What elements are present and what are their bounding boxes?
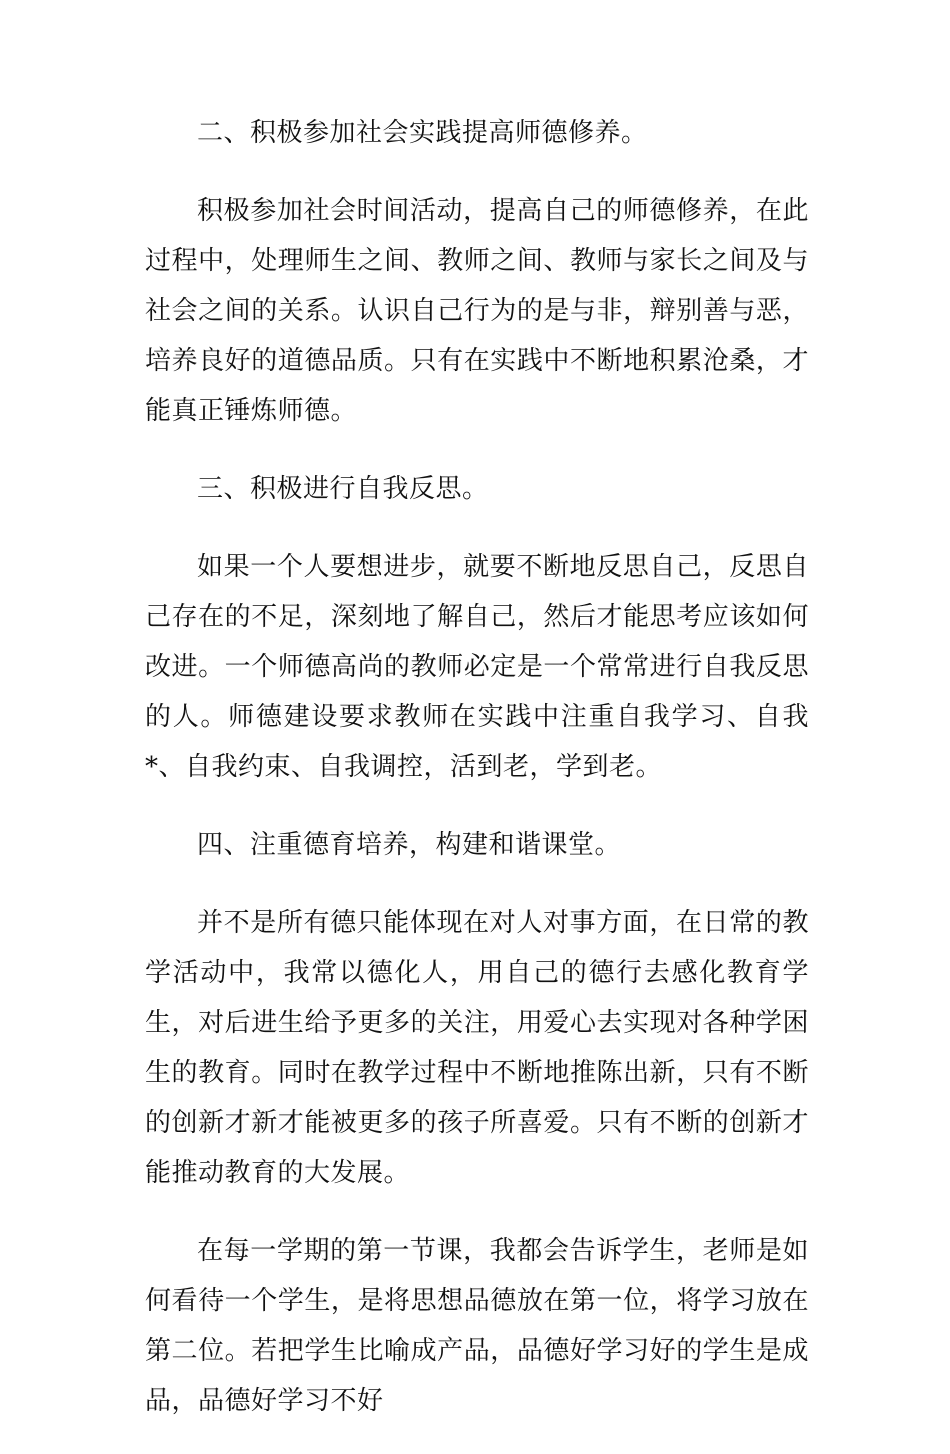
paragraph: 并不是所有德只能体现在对人对事方面，在日常的教学活动中，我常以德化人，用自己的德行去感化教育学生，对后进生给予更多的关注，用爱心去实现对各种学困生的教育。同时在教学过程中不断地推陈出新，只有不断的创新才新才能被更多的孩子所喜爱。只有不断的创新才能推动教育的大发展。 <box>145 908 809 1188</box>
paragraph: 如果一个人要想进步，就要不断地反思自己，反思自己存在的不足，深刻地了解自己，然后才能思考应该如何改进。一个师德高尚的教师必定是一个常常进行自我反思的人。师德建设要求教师在实践中注重自我学习、自我*、自我约束、自我调控，活到老，学到老。 <box>145 552 809 782</box>
document-page <box>145 108 809 1454</box>
paragraph: 在每一学期的第一节课，我都会告诉学生，老师是如何看待一个学生，是将思想品德放在第一位，将学习放在第二位。若把学生比喻成产品，品德好学习好的学生是成品，品德好学习不好 <box>145 1236 809 1416</box>
section-heading-4: 四、注重德育培养，构建和谐课堂。 <box>197 830 622 860</box>
section-heading-3: 三、积极进行自我反思。 <box>197 474 489 504</box>
section-heading-2: 二、积极参加社会实践提高师德修养。 <box>197 118 648 148</box>
paragraph: 积极参加社会时间活动，提高自己的师德修养，在此过程中，处理师生之间、教师之间、教师与家长之间及与社会之间的关系。认识自己行为的是与非，辩别善与恶，培养良好的道德品质。只有在实践中不断地积累沧桑，才能真正锤炼师德。 <box>145 196 809 426</box>
